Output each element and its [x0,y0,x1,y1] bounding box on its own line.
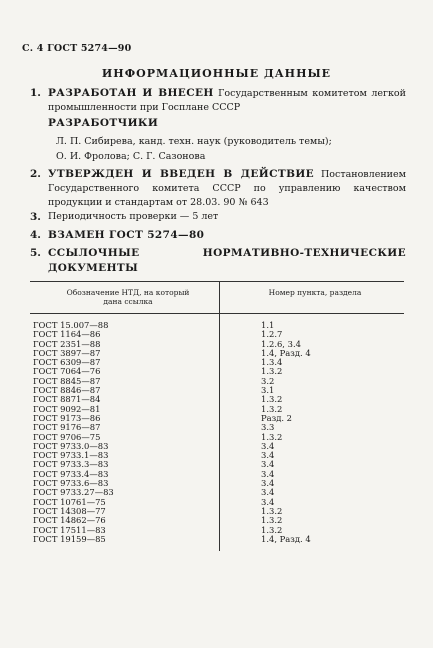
developers-line-1: Л. П. Сибирева, канд. техн. наук (руководитель темы); [56,136,332,147]
item-2-lead: УТВЕРЖДЕН И ВВЕДЕН В ДЕЙСТВИЕ [48,168,315,180]
item-1 [30,86,406,115]
ntd-designation: ГОСТ 7064—76 [33,366,101,377]
clause-number: 3.3 [261,422,275,433]
ntd-designation: ГОСТ 9176—87 [33,422,101,433]
clause-number: 1.3.2 [261,366,283,377]
ntd-designation: ГОСТ 17511—83 [33,524,106,535]
ntd-designation: ГОСТ 19159—85 [33,533,106,544]
item-5-number: 5. [30,247,41,259]
item-2 [30,167,406,210]
clause-number: 3.2 [261,375,275,386]
clause-number: 3.4 [261,468,275,479]
table-header-designation: Обозначение НТД, на который дана ссылка [66,288,190,306]
ntd-designation: ГОСТ 9092—81 [33,403,101,414]
ntd-designation: ГОСТ 9733.0—83 [33,440,109,451]
item-2-text: Постановлением Государственного комитета СССР по управлению качеством продукции и стандартам от 28.03. 90 № 643 [48,169,406,208]
ntd-designation: ГОСТ 10761—75 [33,496,106,507]
item-3 [30,210,406,224]
ntd-designation: ГОСТ 9173—86 [33,412,101,423]
ntd-designation: ГОСТ 2351—88 [33,338,101,349]
ntd-designation: ГОСТ 1164—86 [33,329,101,340]
item-4-lead: ВЗАМЕН ГОСТ 5274—80 [48,229,205,241]
clause-number: 1.2.7 [261,329,283,340]
clause-number: 3.4 [261,450,275,461]
clause-number: 3.1 [261,385,275,396]
developers-heading: РАЗРАБОТЧИКИ [48,117,159,129]
clause-number: 1.3.2 [261,403,283,414]
table-header-section: Номер пункта, раздела [268,288,362,297]
clause-number: 1.1 [261,320,275,330]
item-4-number: 4. [30,229,41,241]
ntd-designation: ГОСТ 6309—87 [33,357,101,368]
clause-number: 1.3.2 [261,515,283,526]
clause-number: 1.4, Разд. 4 [261,347,311,358]
item-3-text: Периодичность проверки — 5 лет [48,211,219,222]
ntd-designation: ГОСТ 15.007—88 [33,320,109,330]
item-5-lead: ССЫЛОЧНЫЕ НОРМАТИВНО-ТЕХНИЧЕСКИЕ ДОКУМЕНТЫ [48,247,406,274]
ntd-designation: ГОСТ 9733.3—83 [33,459,109,470]
developers-line-2: О. И. Фролова; С. Г. Сазонова [56,151,206,162]
ntd-designation: ГОСТ 9706—75 [33,431,101,442]
ntd-designation: ГОСТ 9733.4—83 [33,468,109,479]
clause-number: 1.4, Разд. 4 [261,533,311,544]
page-header: С. 4 ГОСТ 5274—90 [22,43,132,54]
clause-number: 1.2.6, 3.4 [261,338,301,349]
table-top-rule [30,281,404,282]
clause-number: 1.3.4 [261,357,283,368]
ntd-designation: ГОСТ 8846—87 [33,385,101,396]
clause-number: 1.3.2 [261,524,283,535]
ntd-designation: ГОСТ 8871—84 [33,394,101,405]
item-4 [30,228,406,243]
clause-number: 3.4 [261,496,275,507]
ntd-designation: ГОСТ 9733.6—83 [33,478,109,489]
item-5 [30,246,406,276]
clause-number: 1.3.2 [261,431,283,442]
ntd-designation: ГОСТ 9733.27—83 [33,487,114,498]
clause-number: 3.4 [261,440,275,451]
ntd-designation: ГОСТ 8845—87 [33,375,101,386]
item-2-number: 2. [30,168,41,180]
item-3-number: 3. [30,211,41,223]
ntd-designation: ГОСТ 9733.1—83 [33,450,109,461]
section-title: ИНФОРМАЦИОННЫЕ ДАННЫЕ [101,67,332,80]
clause-number: 3.4 [261,487,275,498]
table-column-divider [219,281,220,314]
item-1-number: 1. [30,87,41,99]
table-body [33,321,403,544]
item-1-text: Государственным комитетом легкой промышленности при Госплане СССР [48,88,406,113]
clause-number: 1.3.2 [261,394,283,405]
table-row [33,535,403,544]
clause-number: 3.4 [261,478,275,489]
clause-number: Разд. 2 [261,412,293,423]
item-1-lead: РАЗРАБОТАН И ВНЕСЕН [48,87,214,99]
clause-number: 3.4 [261,459,275,470]
clause-number: 1.3.2 [261,505,283,516]
ntd-designation: ГОСТ 14308—77 [33,505,106,516]
ntd-designation: ГОСТ 3897—87 [33,347,101,358]
table-header-rule [30,313,404,314]
ntd-designation: ГОСТ 14862—76 [33,515,106,526]
developers-list [56,134,406,164]
